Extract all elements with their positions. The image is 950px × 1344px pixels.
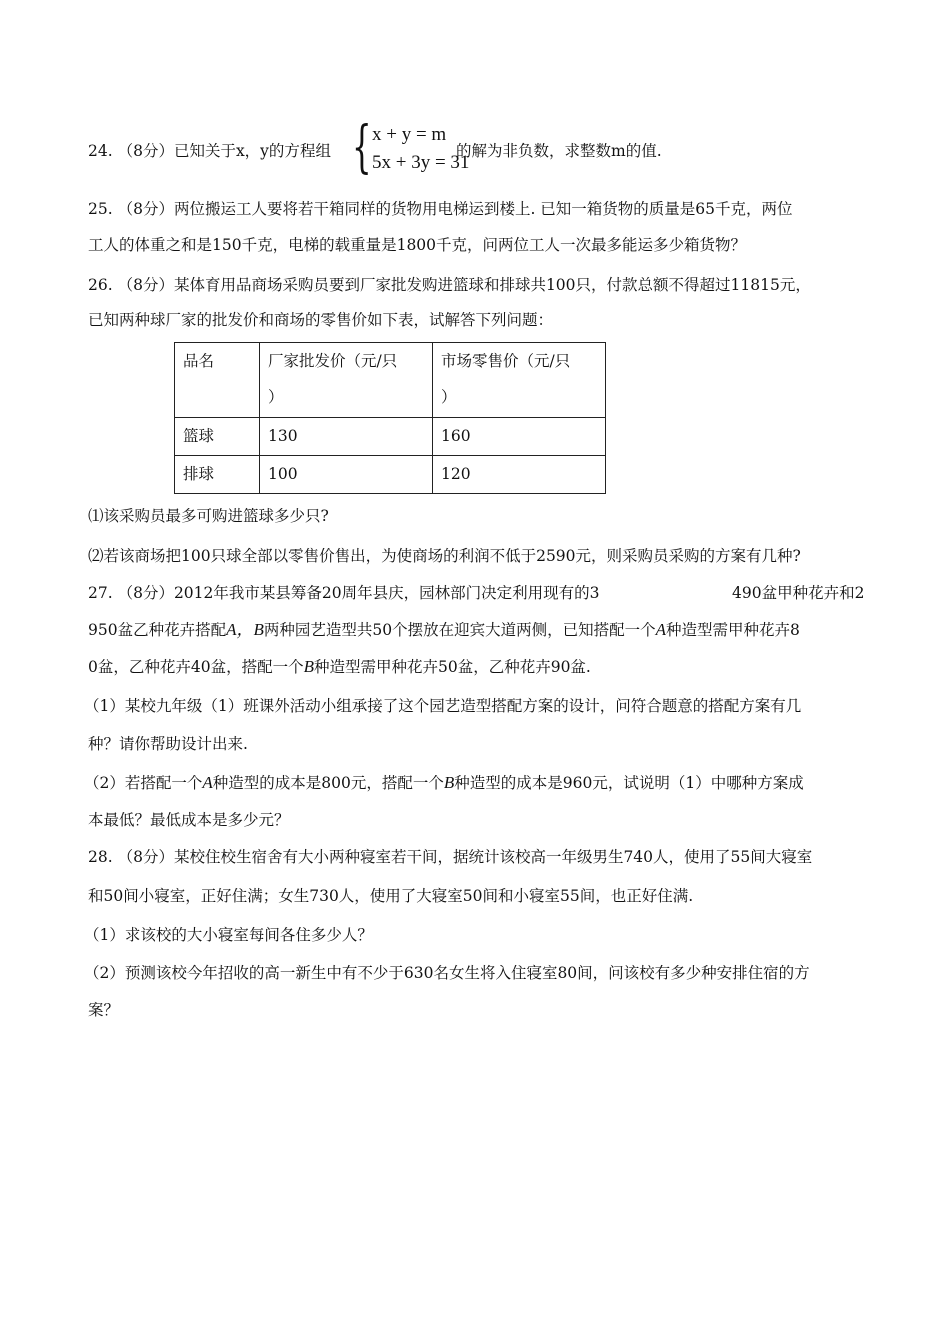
table-cell: 160 [433, 418, 606, 456]
q27-line1b: 490盆甲种花卉和2 [732, 584, 865, 602]
q28-line2: 和50间小寝室，正好住满；女生730人，使用了大寝室50间和小寝室55间，也正好住满. [88, 887, 694, 905]
q28-sub2-line2: 案？ [88, 1001, 120, 1019]
q26-line1: 26. （8分）某体育用品商场采购员要到厂家批发购进篮球和排球共100只，付款总额不得超过11815元， [88, 276, 811, 294]
q27-sub2-line1: （2）若搭配一个A种造型的成本是800元，搭配一个B种造型的成本是960元，试说明（1）中哪种方案成 [84, 773, 804, 792]
q27-line2: 950盆乙种花卉搭配A，B两种园艺造型共50个摆放在迎宾大道两侧，已知搭配一个A种造型需甲种花卉8 [88, 620, 800, 639]
q25-line1: 25. （8分）两位搬运工人要将若干箱同样的货物用电梯运到楼上. 已知一箱货物的质量是65千克，两位 [88, 200, 793, 218]
table-cell: 篮球 [175, 418, 260, 456]
table-cell: 100 [260, 456, 433, 494]
table-cell: 120 [433, 456, 606, 494]
table-header-cell: 品名 [175, 343, 260, 418]
table-header-cell: 市场零售价（元/只 ） [433, 343, 606, 418]
q27-sub2-line2: 本最低？最低成本是多少元？ [88, 811, 290, 829]
table-header-row [175, 343, 606, 418]
q27-sub1-line2: 种？请你帮助设计出来. [88, 735, 248, 753]
price-table [174, 342, 606, 494]
q28-sub2-line1: （2）预测该校今年招收的高一新生中有不少于630名女生将入住寝室80间，问该校有多少种安排住宿的方 [84, 964, 810, 982]
q24-eq1: x + y = m [372, 124, 447, 145]
q24-suffix: 的解为非负数，求整数m的值. [456, 142, 662, 160]
q26-sub1: ⑴该采购员最多可购进篮球多少只? [88, 507, 329, 525]
q24-eq2: 5x + 3y = 31 [372, 152, 470, 173]
q26-sub2: ⑵若该商场把100只球全部以零售价售出，为使商场的利润不低于2590元，则采购员采购的方案有几种? [88, 547, 801, 565]
q24-equation-system [352, 115, 470, 182]
table-cell: 排球 [175, 456, 260, 494]
q27-sub1-line1: （1）某校九年级（1）班课外活动小组承接了这个园艺造型搭配方案的设计，问符合题意的搭配方案有几 [84, 697, 802, 715]
table-header-cell: 厂家批发价（元/只 ） [260, 343, 433, 418]
table-row [175, 456, 606, 494]
q27-line1a: 27. （8分）2012年我市某县筹备20周年县庆，园林部门决定利用现有的3 [88, 584, 600, 602]
q28-line1: 28. （8分）某校住校生宿舍有大小两种寝室若干间，据统计该校高一年级男生740人，使用了55间大寝室 [88, 848, 813, 866]
q25-line2: 工人的体重之和是150千克，电梯的载重量是1800千克，问两位工人一次最多能运多少箱货物？ [88, 236, 747, 254]
table-cell: 130 [260, 418, 433, 456]
brace-symbol: { [352, 115, 372, 180]
q26-line2: 已知两种球厂家的批发价和商场的零售价如下表，试解答下列问题： [88, 311, 554, 329]
q24-prefix: 24. （8分）已知关于x，y的方程组 [88, 142, 331, 160]
q27-line3: 0盆，乙种花卉40盆，搭配一个B种造型需甲种花卉50盆，乙种花卉90盆. [88, 657, 591, 676]
table-row [175, 418, 606, 456]
q28-sub1: （1）求该校的大小寝室每间各住多少人？ [84, 926, 373, 944]
